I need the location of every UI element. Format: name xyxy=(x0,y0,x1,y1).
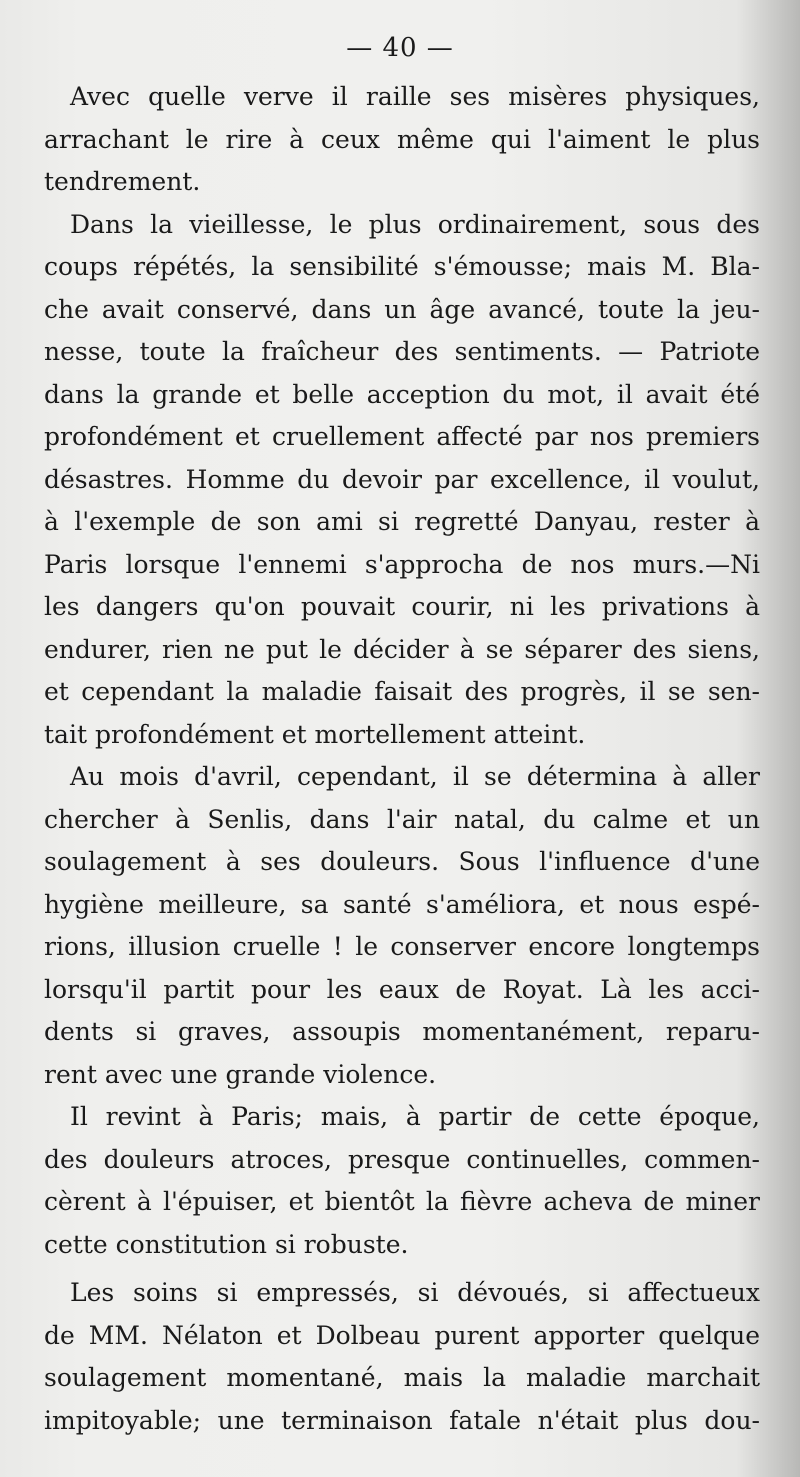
text-line: hygiène meilleure, sa santé s'améliora, et nous espé- xyxy=(44,889,760,919)
text-line: soulagement à ses douleurs. Sous l'influence d'une xyxy=(44,847,760,876)
text-line: cette constitution si robuste. xyxy=(44,1229,409,1259)
text-line: nesse, toute la fraîcheur des sentiments. — Patriote xyxy=(44,337,760,366)
text-line: chercher à Senlis, dans l'air natal, du calme et un xyxy=(44,804,760,834)
text-line: impitoyable; une terminaison fatale n'était plus dou- xyxy=(44,1405,760,1435)
text-line: profondément et cruellement affecté par nos premiers xyxy=(44,422,760,451)
text-line: arrachant le rire à ceux même qui l'aiment le plus xyxy=(44,124,760,154)
text-line: cèrent à l'épuiser, et bientôt la fièvre acheva de miner xyxy=(44,1187,760,1216)
text-line: rions, illusion cruelle ! le conserver encore longtemps xyxy=(44,932,760,961)
text-line: che avait conservé, dans un âge avancé, toute la jeu- xyxy=(44,294,760,324)
text-line: désastres. Homme du devoir par excellence, il voulut, xyxy=(44,464,760,494)
text-line: Paris lorsque l'ennemi s'approcha de nos murs.—Ni xyxy=(44,549,760,579)
text-line: des douleurs atroces, presque continuelles, commen- xyxy=(44,1144,760,1174)
text-line: de MM. Nélaton et Dolbeau purent apporter quelque xyxy=(44,1320,760,1350)
text-line: à l'exemple de son ami si regretté Danyau, rester à xyxy=(44,507,760,536)
text-line: endurer, rien ne put le décider à se séparer des siens, xyxy=(44,634,760,664)
text-line: dans la grande et belle acception du mot, il avait été xyxy=(44,379,760,409)
body-text xyxy=(44,76,760,1442)
page-number: — 40 — xyxy=(346,33,454,63)
text-line: Les soins si empressés, si dévoués, si affectueux xyxy=(70,1278,760,1307)
text-line: tait profondément et mortellement atteint. xyxy=(44,719,586,749)
text-line: Il revint à Paris; mais, à partir de cette époque, xyxy=(70,1102,760,1131)
text-line: Avec quelle verve il raille ses misères physiques, xyxy=(70,82,760,111)
text-line: tendrement. xyxy=(44,167,201,196)
text-line: lorsqu'il partit pour les eaux de Royat. Là les acci- xyxy=(44,974,760,1004)
text-line: rent avec une grande violence. xyxy=(44,1059,437,1089)
text-line: Au mois d'avril, cependant, il se détermina à aller xyxy=(70,762,760,791)
text-line: soulagement momentané, mais la maladie marchait xyxy=(44,1363,760,1392)
text-line: et cependant la maladie faisait des progrès, il se sen- xyxy=(44,677,760,706)
text-line: les dangers qu'on pouvait courir, ni les privations à xyxy=(44,592,760,621)
text-line: dents si graves, assoupis momentanément, reparu- xyxy=(44,1017,760,1046)
text-line: coups répétés, la sensibilité s'émousse; mais M. Bla- xyxy=(44,252,760,281)
text-line: Dans la vieillesse, le plus ordinairement, sous des xyxy=(70,209,760,239)
